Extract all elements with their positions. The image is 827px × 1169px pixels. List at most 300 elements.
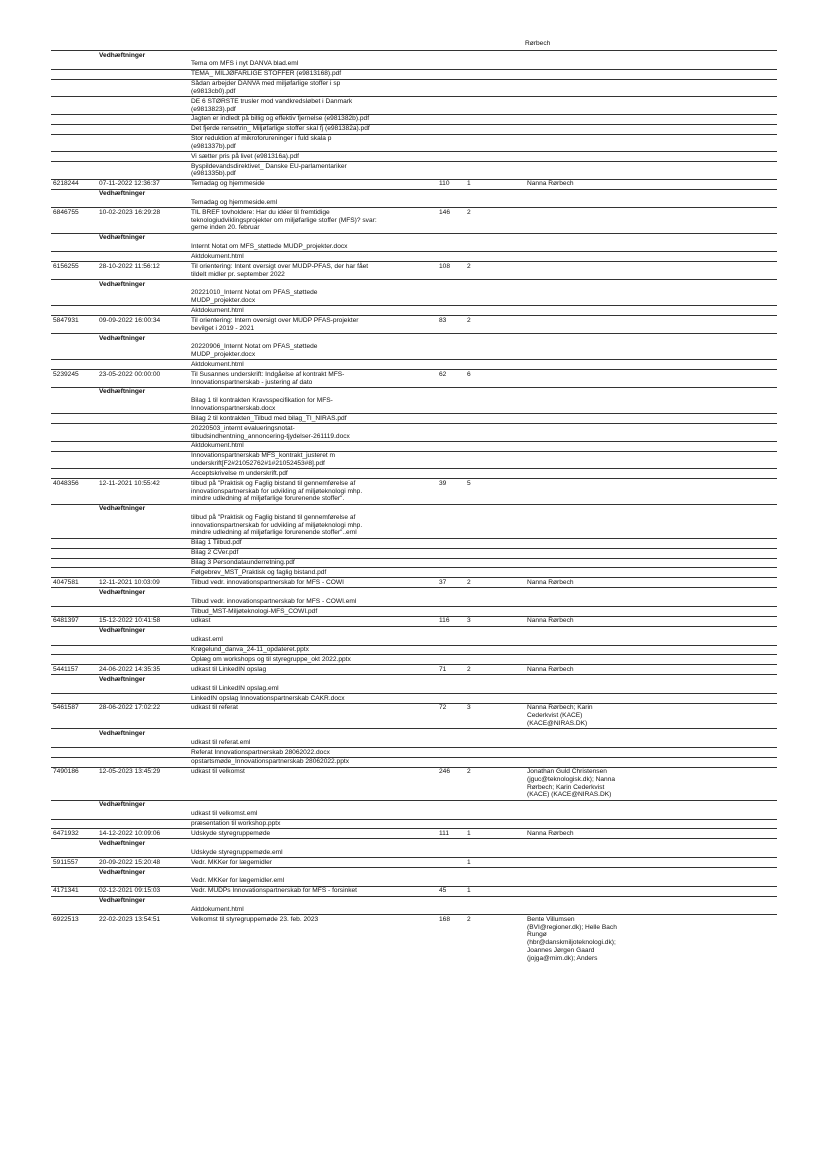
attachment-row: [51, 747, 777, 757]
spacer-cell: [437, 877, 465, 886]
spacer-cell: [525, 343, 777, 360]
record-attachment-count: 5: [465, 479, 525, 504]
spacer-cell: [465, 597, 525, 606]
spacer-cell: [97, 848, 189, 857]
attachment-filename: LinkedIN opslag Innovationspartnerskab CAKR.docx: [189, 693, 437, 703]
spacer-cell: [97, 693, 189, 703]
spacer-cell: [189, 896, 437, 905]
spacer-cell: [97, 199, 189, 208]
record-row: [51, 829, 777, 839]
spacer-cell: [51, 451, 97, 469]
spacer-cell: [465, 747, 525, 757]
attachment-row: [51, 558, 777, 568]
record-row: [51, 767, 777, 800]
spacer-cell: [437, 800, 465, 809]
spacer-cell: [437, 693, 465, 703]
spacer-cell: [465, 684, 525, 693]
attachment-row: [51, 693, 777, 703]
spacer-cell: [51, 387, 97, 396]
attachment-row: [51, 79, 777, 97]
attachment-row: [51, 441, 777, 451]
spacer-cell: [97, 243, 189, 252]
attachment-row: [51, 243, 777, 252]
spacer-cell: [525, 60, 777, 69]
spacer-cell: [189, 233, 437, 242]
spacer-cell: [51, 693, 97, 703]
spacer-cell: [97, 684, 189, 693]
record-count: 111: [437, 829, 465, 839]
spacer-cell: [437, 134, 465, 152]
spacer-cell: [97, 289, 189, 306]
spacer-cell: [437, 424, 465, 442]
attachment-filename: Acceptskrivelse m underskrift.pdf: [189, 469, 437, 479]
record-subject: Til orientering: Intern oversigt over MUDP PFAS-projekter bevilget i 2019 - 2021: [189, 316, 437, 334]
spacer-cell: [525, 97, 777, 115]
record-date: 15-12-2022 10:41:58: [97, 616, 189, 626]
spacer-cell: [97, 636, 189, 645]
spacer-cell: [51, 848, 97, 857]
attachment-filename: 20220503_internt evalueringsnotat- tilbudsindhentning_annoncering-tjydelser-261119.docx: [189, 424, 437, 442]
spacer-cell: [525, 289, 777, 306]
spacer-cell: [525, 848, 777, 857]
spacer-cell: [51, 675, 97, 684]
attachments-label: Vedhæftninger: [97, 839, 189, 848]
spacer-cell: [97, 548, 189, 558]
spacer-cell: [465, 162, 525, 180]
spacer-cell: [51, 233, 97, 242]
spacer-cell: [525, 568, 777, 578]
spacer-cell: [97, 306, 189, 316]
spacer-cell: [465, 289, 525, 306]
spacer-cell: [465, 568, 525, 578]
spacer-cell: [465, 877, 525, 886]
record-recipient: Nanna Rørbech: [525, 829, 777, 839]
attachment-filename: 20220906_Internt Notat om PFAS_støttede MUDP_projekter.docx: [191, 343, 318, 359]
spacer-cell: [525, 469, 777, 479]
record-date: 28-10-2022 11:56:12: [97, 262, 189, 280]
spacer-cell: [525, 867, 777, 876]
spacer-cell: [51, 810, 97, 819]
attachment-row: [51, 69, 777, 79]
attachment-row: [51, 538, 777, 548]
spacer-cell: [525, 839, 777, 848]
spacer-cell: [51, 360, 97, 370]
attachment-row: [51, 343, 777, 360]
spacer-cell: [51, 558, 97, 568]
attachment-filename: Innovationspartnerskab MFS_kontrakt_justeret m underskrift[F2#21052762#1#21052453#8].pdf: [189, 451, 437, 469]
record-count: 62: [437, 370, 465, 388]
spacer-cell: [465, 397, 525, 414]
record-subject: Vedr. MUDPs Innovationspartnerskab for MFS - forsinket: [189, 886, 437, 896]
attachment-filename: TEMA_ MILJØFARLIGE STOFFER (e9813168).pdf: [189, 69, 437, 79]
spacer-cell: [51, 279, 97, 288]
spacer-cell: [51, 757, 97, 767]
record-row: [51, 179, 777, 189]
spacer-cell: [465, 69, 525, 79]
spacer-cell: [525, 397, 777, 414]
attachment-filename: udkast.eml: [191, 636, 223, 644]
spacer-cell: [51, 513, 97, 538]
record-recipient: Nanna Rørbech: [525, 665, 777, 675]
attachments-label: Vedhæftninger: [97, 675, 189, 684]
spacer-cell: [97, 469, 189, 479]
spacer-cell: [465, 243, 525, 252]
record-recipient: [525, 858, 777, 868]
spacer-cell: [465, 606, 525, 616]
spacer-cell: [525, 79, 777, 97]
attachment-row: [51, 684, 777, 693]
spacer-cell: [525, 747, 777, 757]
attachment-row: [51, 469, 777, 479]
spacer-cell: [465, 675, 525, 684]
spacer-cell: [437, 729, 465, 738]
record-attachment-count: 1: [465, 179, 525, 189]
spacer-cell: [465, 906, 525, 915]
spacer-cell: [51, 333, 97, 342]
record-count: 146: [437, 208, 465, 233]
attachment-row: [51, 606, 777, 616]
attachment-row: [51, 548, 777, 558]
spacer-cell: [51, 747, 97, 757]
spacer-cell: [525, 877, 777, 886]
spacer-cell: [465, 538, 525, 548]
spacer-cell: [51, 588, 97, 597]
spacer-cell: [525, 896, 777, 905]
spacer-cell: [51, 306, 97, 316]
spacer-cell: [437, 360, 465, 370]
attachment-filename: Internt Notat om MFS_støttede MUDP_projekter.docx: [191, 243, 348, 251]
spacer-cell: [51, 867, 97, 876]
spacer-cell: [51, 906, 97, 915]
spacer-cell: [189, 51, 437, 60]
attachment-row: [51, 738, 777, 747]
record-attachment-count: 1: [465, 858, 525, 868]
spacer-cell: [51, 538, 97, 548]
document-table: [51, 50, 777, 963]
attachment-filename: Referat Innovationspartnerskab 28062022.docx: [189, 747, 437, 757]
spacer-cell: [97, 252, 189, 262]
spacer-cell: [437, 558, 465, 568]
attachment-row: [51, 97, 777, 115]
attachments-label: Vedhæftninger: [97, 729, 189, 738]
spacer-cell: [525, 513, 777, 538]
attachment-row: [51, 645, 777, 655]
record-subject: udkast til velkomst: [189, 767, 437, 800]
spacer-cell: [525, 199, 777, 208]
spacer-cell: [437, 645, 465, 655]
record-count: 246: [437, 767, 465, 800]
spacer-cell: [465, 343, 525, 360]
spacer-cell: [51, 896, 97, 905]
attachment-row: [51, 568, 777, 578]
spacer-cell: [189, 189, 437, 198]
attachment-row: [51, 906, 777, 915]
spacer-cell: [97, 513, 189, 538]
spacer-cell: [97, 606, 189, 616]
record-count: 37: [437, 578, 465, 588]
spacer-cell: [97, 360, 189, 370]
attachments-label-row: [51, 800, 777, 809]
spacer-cell: [189, 867, 437, 876]
attachment-row: [51, 597, 777, 606]
record-id: 6156255: [51, 262, 97, 280]
attachments-label-row: [51, 896, 777, 905]
attachment-filename: Udskyde styregruppemøde.eml: [191, 848, 283, 856]
spacer-cell: [51, 636, 97, 645]
record-attachment-count: 1: [465, 829, 525, 839]
spacer-cell: [97, 343, 189, 360]
record-date: 02-12-2021 09:15:03: [97, 886, 189, 896]
spacer-cell: [189, 839, 437, 848]
record-id: 6471932: [51, 829, 97, 839]
spacer-cell: [437, 819, 465, 829]
spacer-cell: [51, 606, 97, 616]
spacer-cell: [97, 810, 189, 819]
attachment-row: [51, 397, 777, 414]
attachments-label: Vedhæftninger: [97, 504, 189, 513]
record-id: 5847931: [51, 316, 97, 334]
spacer-cell: [437, 333, 465, 342]
record-subject: udkast til referat: [189, 703, 437, 728]
attachments-label: Vedhæftninger: [97, 800, 189, 809]
header-recipient: Rørbech: [525, 40, 551, 47]
record-date: 20-09-2022 15:20:48: [97, 858, 189, 868]
spacer-cell: [465, 469, 525, 479]
spacer-cell: [97, 162, 189, 180]
spacer-cell: [525, 548, 777, 558]
spacer-cell: [437, 513, 465, 538]
attachment-row: [51, 199, 777, 208]
spacer-cell: [465, 896, 525, 905]
spacer-cell: [97, 124, 189, 134]
attachment-filename: Bilag 1 Tilbud.pdf: [189, 538, 437, 548]
spacer-cell: [97, 538, 189, 548]
record-date: 23-05-2022 00:00:00: [97, 370, 189, 388]
spacer-cell: [437, 451, 465, 469]
record-recipient: Nanna Rørbech; Karin Cederkvist (KACE) (KACE@NIRAS.DK): [525, 703, 777, 728]
spacer-cell: [465, 867, 525, 876]
spacer-cell: [525, 51, 777, 60]
spacer-cell: [437, 747, 465, 757]
attachments-label: Vedhæftninger: [97, 588, 189, 597]
spacer-cell: [465, 800, 525, 809]
record-row: [51, 616, 777, 626]
attachment-filename: Følgebrev_MST_Praktisk og faglig bistand.pdf: [189, 568, 437, 578]
spacer-cell: [525, 906, 777, 915]
record-row: [51, 316, 777, 334]
spacer-cell: [465, 306, 525, 316]
spacer-cell: [97, 597, 189, 606]
attachments-label: Vedhæftninger: [97, 333, 189, 342]
spacer-cell: [51, 626, 97, 635]
spacer-cell: [189, 387, 437, 396]
spacer-cell: [437, 79, 465, 97]
spacer-cell: [51, 97, 97, 115]
attachments-label-row: [51, 51, 777, 60]
spacer-cell: [465, 729, 525, 738]
spacer-cell: [525, 451, 777, 469]
record-subject: Velkomst til styregruppemøde 23. feb. 2023: [189, 915, 437, 963]
record-row: [51, 370, 777, 388]
spacer-cell: [437, 469, 465, 479]
record-subject: Udskyde styregruppemøde: [189, 829, 437, 839]
spacer-cell: [189, 279, 437, 288]
spacer-cell: [437, 810, 465, 819]
attachment-filename: Det fjerde rensetrin_ Miljøfarlige stoffer skal fj (e981382a).pdf: [189, 124, 437, 134]
spacer-cell: [437, 162, 465, 180]
attachments-label: Vedhæftninger: [97, 626, 189, 635]
record-count: 116: [437, 616, 465, 626]
attachment-filename: udkast til velkomst.eml: [191, 810, 258, 818]
spacer-cell: [97, 414, 189, 424]
record-subject: Vedr. MKKer for lægemidler: [189, 858, 437, 868]
spacer-cell: [465, 189, 525, 198]
spacer-cell: [51, 243, 97, 252]
spacer-cell: [465, 588, 525, 597]
attachment-filename: Tilbud vedr. innovationspartnerskab for MFS - COWI.eml: [191, 597, 357, 605]
attachments-label-row: [51, 279, 777, 288]
record-id: 5441157: [51, 665, 97, 675]
spacer-cell: [97, 60, 189, 69]
spacer-cell: [437, 548, 465, 558]
spacer-cell: [525, 360, 777, 370]
record-recipient: Nanna Rørbech: [525, 616, 777, 626]
spacer-cell: [525, 810, 777, 819]
spacer-cell: [437, 757, 465, 767]
spacer-cell: [437, 441, 465, 451]
spacer-cell: [465, 414, 525, 424]
spacer-cell: [97, 558, 189, 568]
spacer-cell: [437, 243, 465, 252]
attachments-label-row: [51, 189, 777, 198]
record-id: 5911557: [51, 858, 97, 868]
spacer-cell: [525, 636, 777, 645]
spacer-cell: [465, 738, 525, 747]
attachment-filename: DE 6 STØRSTE trusler mod vandkredsløbet i Danmark (e9813823).pdf: [189, 97, 437, 115]
spacer-cell: [437, 124, 465, 134]
spacer-cell: [51, 134, 97, 152]
attachment-filename: Vi sætter pris på livet (e981316a).pdf: [189, 152, 437, 162]
attachment-filename: udkast til referat.eml: [191, 738, 251, 746]
spacer-cell: [465, 424, 525, 442]
attachments-label-row: [51, 588, 777, 597]
attachment-filename: Tilbud_MST-Miljøteknologi-MFS_COWI.pdf: [189, 606, 437, 616]
spacer-cell: [465, 839, 525, 848]
spacer-cell: [465, 51, 525, 60]
spacer-cell: [437, 279, 465, 288]
record-id: 6481397: [51, 616, 97, 626]
record-row: [51, 915, 777, 963]
spacer-cell: [465, 513, 525, 538]
spacer-cell: [525, 645, 777, 655]
spacer-cell: [437, 839, 465, 848]
spacer-cell: [437, 538, 465, 548]
attachment-filename: Vedr. MKKer for lægemidler.eml: [191, 877, 285, 885]
spacer-cell: [465, 124, 525, 134]
spacer-cell: [51, 877, 97, 886]
spacer-cell: [525, 124, 777, 134]
spacer-cell: [97, 738, 189, 747]
spacer-cell: [97, 655, 189, 665]
spacer-cell: [97, 568, 189, 578]
attachment-row: [51, 134, 777, 152]
spacer-cell: [525, 424, 777, 442]
spacer-cell: [525, 69, 777, 79]
record-attachment-count: 1: [465, 886, 525, 896]
spacer-cell: [465, 636, 525, 645]
spacer-cell: [525, 738, 777, 747]
spacer-cell: [97, 114, 189, 124]
spacer-cell: [51, 189, 97, 198]
spacer-cell: [525, 655, 777, 665]
attachments-label: Vedhæftninger: [97, 233, 189, 242]
record-count: 83: [437, 316, 465, 334]
attachments-label-row: [51, 675, 777, 684]
spacer-cell: [437, 675, 465, 684]
record-date: 12-11-2021 10:55:42: [97, 479, 189, 504]
spacer-cell: [51, 114, 97, 124]
attachments-label: Vedhæftninger: [97, 51, 189, 60]
spacer-cell: [465, 504, 525, 513]
attachment-filename: Bilag 2 til kontrakten_Tilbud med bilag_TI_NIRAS.pdf: [189, 414, 437, 424]
spacer-cell: [189, 333, 437, 342]
spacer-cell: [437, 189, 465, 198]
spacer-cell: [51, 548, 97, 558]
spacer-cell: [189, 504, 437, 513]
spacer-cell: [465, 233, 525, 242]
attachment-row: [51, 306, 777, 316]
spacer-cell: [51, 152, 97, 162]
spacer-cell: [525, 333, 777, 342]
spacer-cell: [51, 655, 97, 665]
record-row: [51, 858, 777, 868]
record-id: 5239245: [51, 370, 97, 388]
spacer-cell: [189, 588, 437, 597]
attachment-filename: Byspildevandsdirektivet_ Danske EU-parlamentariker (e981335b).pdf: [189, 162, 437, 180]
spacer-cell: [97, 134, 189, 152]
spacer-cell: [525, 306, 777, 316]
attachments-label: Vedhæftninger: [97, 387, 189, 396]
spacer-cell: [51, 343, 97, 360]
record-date: 07-11-2022 12:36:37: [97, 179, 189, 189]
record-date: 09-09-2022 16:00:34: [97, 316, 189, 334]
spacer-cell: [525, 162, 777, 180]
spacer-cell: [437, 252, 465, 262]
attachment-row: [51, 114, 777, 124]
spacer-cell: [437, 51, 465, 60]
record-date: 12-05-2023 13:45:29: [97, 767, 189, 800]
attachment-filename: Bilag 2 CVer.pdf: [189, 548, 437, 558]
spacer-cell: [525, 441, 777, 451]
spacer-cell: [437, 626, 465, 635]
record-count: 45: [437, 886, 465, 896]
spacer-cell: [465, 279, 525, 288]
spacer-cell: [437, 504, 465, 513]
record-id: 4048356: [51, 479, 97, 504]
spacer-cell: [465, 333, 525, 342]
attachment-filename: 20221010_Internt Notat om PFAS_støttede MUDP_projekter.docx: [191, 289, 318, 305]
spacer-cell: [97, 79, 189, 97]
spacer-cell: [51, 504, 97, 513]
record-row: [51, 262, 777, 280]
attachment-row: [51, 451, 777, 469]
attachment-filename: Krøgelund_danva_24-11_opdateret.pptx: [189, 645, 437, 655]
spacer-cell: [437, 414, 465, 424]
record-recipient: [525, 316, 777, 334]
spacer-cell: [525, 757, 777, 767]
spacer-cell: [465, 819, 525, 829]
spacer-cell: [525, 597, 777, 606]
